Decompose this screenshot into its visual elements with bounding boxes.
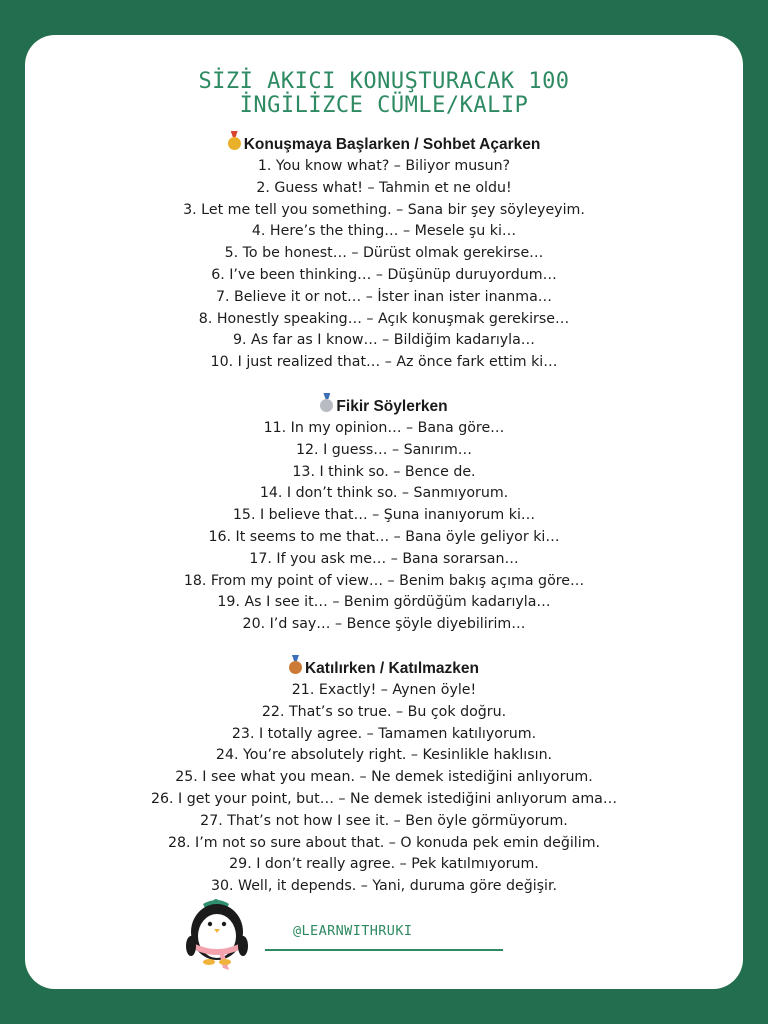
section-heading-label: Fikir Söylerken	[336, 398, 448, 415]
list-item: 8. Honestly speaking… – Açık konuşmak gerekirse…	[198, 310, 570, 327]
list-item: 22. That’s so true. – Bu çok doğru.	[261, 703, 507, 720]
penguin-icon	[183, 898, 251, 978]
bronze-medal-icon	[289, 661, 302, 674]
list-item: 11. In my opinion… – Bana göre…	[263, 420, 505, 436]
section-heading-label: Katılırken / Katılmazken	[304, 660, 479, 677]
list-item: 23. I totally agree. – Tamamen katılıyorum.	[231, 725, 537, 742]
list-item: 3. Let me tell you something. – Sana bir şey söyleyeyim.	[183, 201, 585, 218]
section-heading-label: Konuşmaya Başlarken / Sohbet Açarken	[243, 136, 541, 153]
page-title-line-1: SİZİ AKICI KONUŞTURACAK 100	[198, 69, 570, 94]
section-heading	[25, 658, 743, 680]
list-item: 27. That’s not how I see it. – Ben öyle görmüyorum.	[200, 812, 568, 829]
list-item: 26. I get your point, but… – Ne demek istediğini anlıyorum ama…	[150, 790, 618, 807]
list-item: 15. I believe that… – Şuna inanıyorum ki…	[232, 507, 536, 524]
list-item: 6. I’ve been thinking… – Düşünüp duruyordum…	[211, 266, 557, 283]
list-item: 9. As far as I know… – Bildiğim kadarıyla…	[233, 332, 535, 349]
list-item: 7. Believe it or not… – İster inan ister inanma…	[216, 288, 552, 305]
section-giving-opinion	[25, 396, 743, 636]
list-item: 1. You know what? – Biliyor musun?	[257, 158, 511, 174]
list-item: 30. Well, it depends. – Yani, duruma göre değişir.	[210, 878, 558, 895]
social-handle: @LEARNWITHRUKI	[293, 923, 413, 939]
list-item: 4. Here’s the thing… – Mesele şu ki…	[251, 223, 517, 240]
section-agreeing-disagreeing	[25, 658, 743, 898]
list-item: 14. I don’t think so. – Sanmıyorum.	[259, 485, 509, 502]
list-item: 10. I just realized that… – Az önce fark ettim ki…	[210, 354, 558, 371]
list-item: 18. From my point of view… – Benim bakış açıma göre…	[183, 572, 585, 589]
list-item: 17. If you ask me… – Bana sorarsan…	[249, 550, 519, 567]
list-item: 13. I think so. – Bence de.	[292, 463, 476, 480]
list-item: 19. As I see it… – Benim gördüğüm kadarıyla…	[217, 594, 551, 611]
list-item: 2. Guess what! – Tahmin et ne oldu!	[256, 179, 512, 196]
list-item: 21. Exactly! – Aynen öyle!	[291, 682, 477, 698]
list-item: 12. I guess… – Sanırım…	[296, 441, 472, 458]
section-heading	[25, 396, 743, 418]
list-item: 28. I’m not so sure about that. – O konuda pek emin değilim.	[167, 834, 601, 851]
divider	[265, 949, 503, 951]
silver-medal-icon	[320, 399, 333, 412]
content-card	[25, 35, 743, 989]
list-item: 29. I don’t really agree. – Pek katılmıyorum.	[229, 856, 539, 873]
section-starting-conversation	[25, 134, 743, 374]
list-item: 25. I see what you mean. – Ne demek istediğini anlıyorum.	[175, 769, 593, 786]
list-item: 16. It seems to me that… – Bana öyle geliyor ki…	[208, 528, 560, 545]
page-title-line-2: İNGİLİZCE CÜMLE/KALIP	[239, 93, 529, 118]
gold-medal-icon	[228, 137, 241, 150]
list-item: 20. I’d say… – Bence şöyle diyebilirim…	[242, 616, 526, 633]
section-heading	[25, 134, 743, 156]
list-item: 5. To be honest… – Dürüst olmak gerekirse…	[224, 245, 544, 262]
list-item: 24. You’re absolutely right. – Kesinlikle haklısın.	[215, 747, 553, 764]
